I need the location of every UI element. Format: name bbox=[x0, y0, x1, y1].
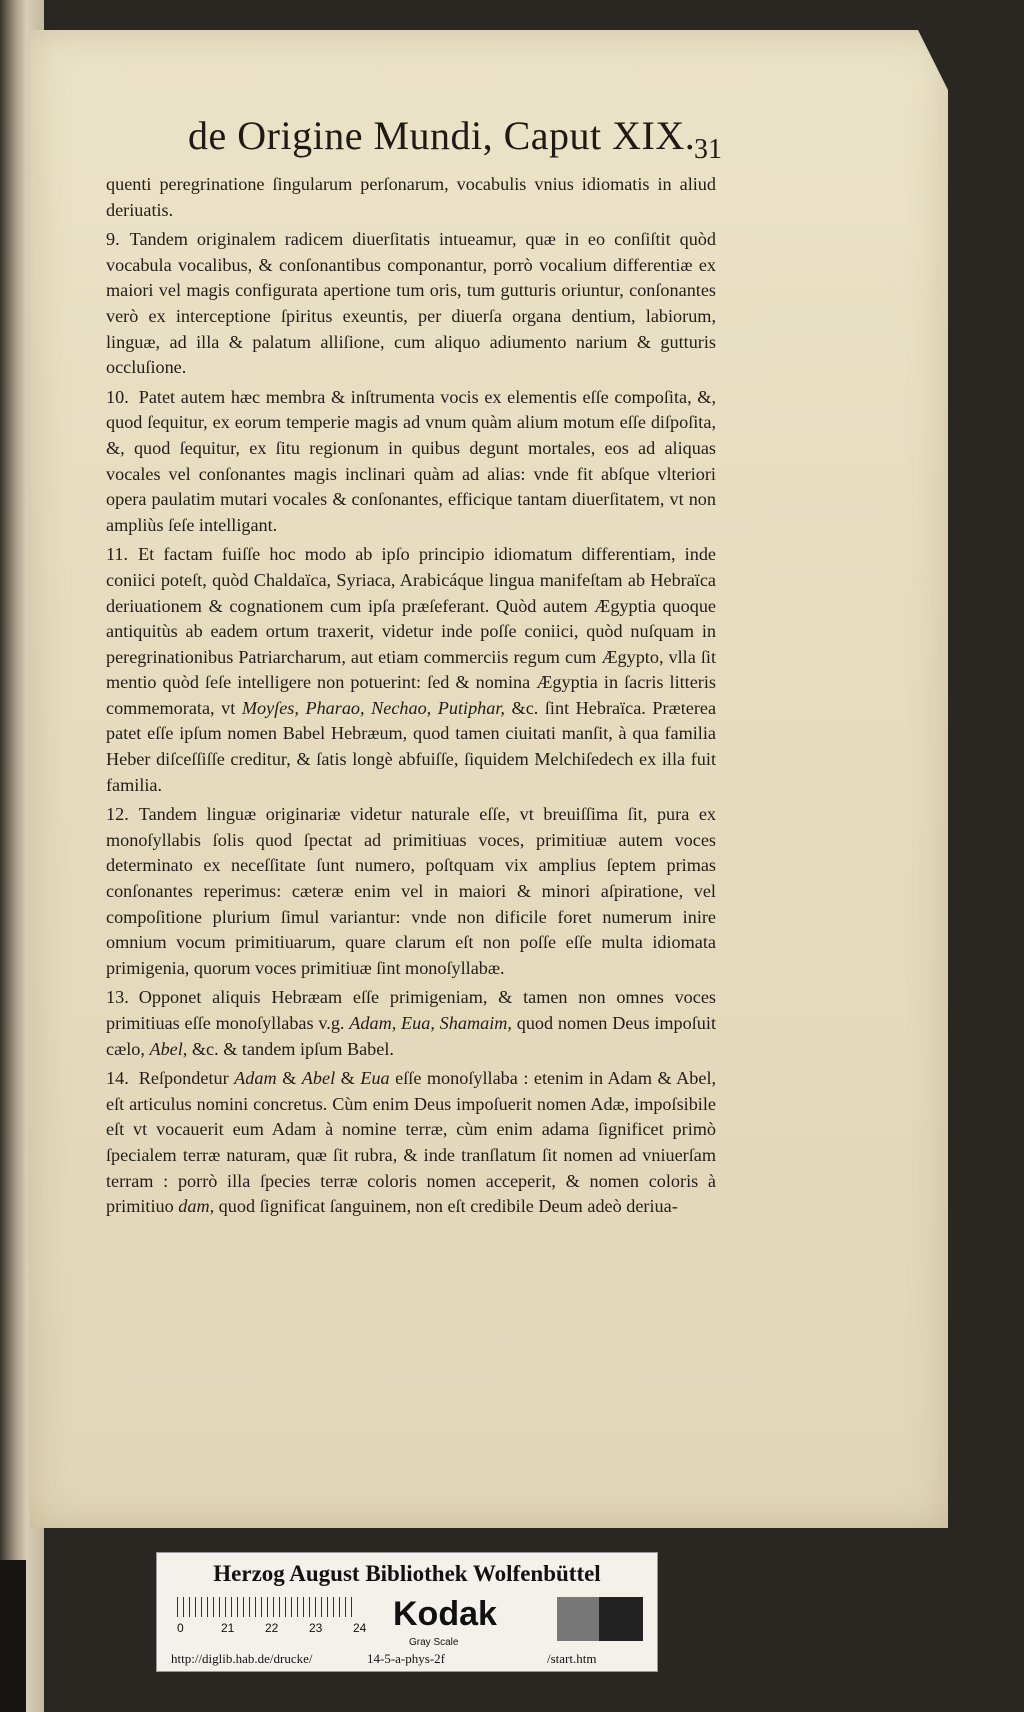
paragraph-number: 10. bbox=[106, 386, 129, 407]
body-text bbox=[106, 172, 716, 1224]
ruler-numbers bbox=[177, 1621, 397, 1635]
paragraph bbox=[106, 227, 716, 381]
gray-swatch-mid bbox=[557, 1597, 599, 1641]
ruler-number: 23 bbox=[309, 1621, 323, 1635]
paragraph bbox=[106, 802, 716, 981]
paragraph-text-tail: quod nomen Deus impoſuit cælo, bbox=[106, 1013, 717, 1059]
italic-names: Adam, Eua, Shamaim, bbox=[349, 1013, 512, 1033]
paragraph-text-tail: &c. & tandem ipſum Babel. bbox=[191, 1038, 394, 1059]
ruler-number: 24 bbox=[353, 1621, 367, 1635]
paragraph-text-tail: & bbox=[282, 1068, 297, 1089]
page-number: 31 bbox=[694, 134, 722, 165]
paragraph-text: quenti peregrinatione ſingularum perſonarum, vocabulis vnius idiomatis in aliud deriuatis. bbox=[106, 174, 716, 220]
paragraph-text: Patet autem hæc membra & inſtrumenta vocis ex elementis eſſe compoſita, &, quod ſequitur, ex eorum temperie magis ad vnum quàm alium motum eſſe diſpoſita, &, quod ſequitur, ex ſitu regionum in quibus degunt mortales, eos ad aliquas vocales vel conſonantes magis inclinari quàm ad alias: vnde fit abſque vlteriori opera paulatim mutari vocales & conſonantes, efficique tantam diuerſitatem, vt non ampliùs ſeſe intelligant. bbox=[106, 386, 716, 535]
paragraph-number: 11. bbox=[106, 544, 129, 565]
paragraph-text-tail: & bbox=[340, 1068, 355, 1089]
paragraph-number: 13. bbox=[106, 987, 129, 1008]
italic-name: Eua bbox=[360, 1068, 390, 1089]
ruler-number: 21 bbox=[221, 1621, 235, 1635]
url-end: /start.htm bbox=[547, 1651, 597, 1666]
gray-scale-label: Gray Scale bbox=[409, 1637, 459, 1648]
italic-names: Moyſes, Pharao, Nechao, Putiphar, bbox=[241, 697, 505, 718]
paragraph bbox=[106, 1066, 716, 1220]
gray-swatch-dark bbox=[599, 1597, 643, 1641]
paragraph-text: Opponet aliquis Hebræam eſſe primigeniam, & tamen non omnes voces primitiuas eſſe monoſyllabas v.g. bbox=[106, 987, 716, 1033]
library-name: Herzog August Bibliothek Wolfenbüttel bbox=[213, 1561, 601, 1586]
url-base: http://diglib.hab.de/drucke/ bbox=[171, 1651, 313, 1666]
color-calibration-target bbox=[156, 1552, 658, 1672]
paragraph-text-tail: &c. ſint Hebraïca. Præterea patet eſſe ipſum nomen Babel Hebræum, quod tamen ciuitati manſit, à qua familia Heber diſceſſiſſe creditur, & ſatis longè abfuiſſe, ſiquidem Melchiſedech ex illa fuit familia. bbox=[106, 697, 717, 795]
kodak-logo: Kodak bbox=[393, 1595, 497, 1633]
paragraph-text: Et factam fuiſſe hoc modo ab ipſo principio idiomatum differentiam, inde coniici poteſt, quòd Chaldaïca, Syriaca, Arabicáque lingua manifeſtam ab Hebraïca deriuationem & cognationem cum ipſa præſeferant. Quòd autem Ægyptia quoque antiquitùs ab eadem ortum traxerit, videtur inde poſſe coniici, quòd nuſquam in peregrinationibus Patriarcharum, aut etiam commerciis regum cum Ægypto, vlla ſit mentio quòd ſeſe intelligere non potuerint: ſed & nomina Ægyptia in ſacris litteris commemorata, vt bbox=[106, 544, 716, 718]
paragraph-text: Tandem originalem radicem diuerſitatis intueamur, quæ in eo conſiſtit quòd vocabula vocalibus, & conſonantibus componantur, porrò vocalium differentiæ ex maiori vel magis configurata apertione tum oris, tum gutturis oriuntur, conſonantes verò ex interceptione ſpiritus exeuntis, per diuerſa organa dentium, labiorum, linguæ, ad illa & palatum alliſione, cum aliquo adiumento narium & gutturis occluſione. bbox=[106, 229, 716, 378]
url-row bbox=[157, 1649, 657, 1669]
paragraph bbox=[106, 172, 716, 223]
italic-name: dam, bbox=[178, 1196, 215, 1217]
italic-name: Abel, bbox=[149, 1038, 188, 1059]
paragraph-number: 12. bbox=[106, 804, 129, 825]
ruler-number: 0 bbox=[177, 1621, 184, 1635]
paragraph-number: 14. bbox=[106, 1068, 129, 1089]
paragraph-number: 9. bbox=[106, 229, 120, 250]
paragraph-text-tail: eſſe monoſyllaba : etenim in Adam & Abel, eſt articulus nomini concretus. Cùm enim Deus impoſuerit nomen Adæ, impoſsibile eſt vt vocauerit eum Adam à nomine terræ, cùm enim adama ſignificet primò ſpecialem terræ naturam, quæ ſit rubra, & inde tranſlatum ſit nomen ad vniuerſam terram : porrò illa ſpecies terræ coloris nomen acceperit, & nomen coloris à primitiuo bbox=[106, 1068, 717, 1217]
paragraph bbox=[106, 385, 716, 539]
italic-name: Abel bbox=[301, 1068, 336, 1089]
shelfmark: 14-5-a-phys-2f bbox=[367, 1651, 445, 1666]
binding-shadow bbox=[0, 1560, 26, 1712]
paragraph-text: Tandem linguæ originariæ videtur naturale eſſe, vt breuiſſima ſit, pura ex monoſyllabis ſolis quod ſpectat ad primitiuas voces, primitiuæ autem voces determinato ex neceſſitate ſunt numero, poſtquam vix amplius ſeptem primas conſonantes reperimus: cæteræ enim vel in maiori & minori aſpiratione, vel compoſitione plurium ſimul variantur: vnde non dificile foret numerum inire omnium vocum primitiuarum, quare clarum eſt non poſſe eſſe multa idiomata primigenia, quorum voces primitiuæ ſint monoſyllabæ. bbox=[106, 804, 716, 978]
italic-name: Adam bbox=[234, 1068, 277, 1089]
paragraph bbox=[106, 985, 716, 1062]
scale-ruler bbox=[177, 1597, 357, 1617]
page-corner-fold bbox=[918, 30, 948, 90]
running-header: de Origine Mundi, Caput XIX. bbox=[188, 113, 696, 158]
ruler-number: 22 bbox=[265, 1621, 279, 1635]
paragraph-text: Reſpondetur bbox=[138, 1068, 229, 1089]
paragraph-text-tail: quod ſignificat ſanguinem, non eſt credibile Deum adeò deriua- bbox=[218, 1196, 678, 1217]
paragraph bbox=[106, 542, 716, 798]
